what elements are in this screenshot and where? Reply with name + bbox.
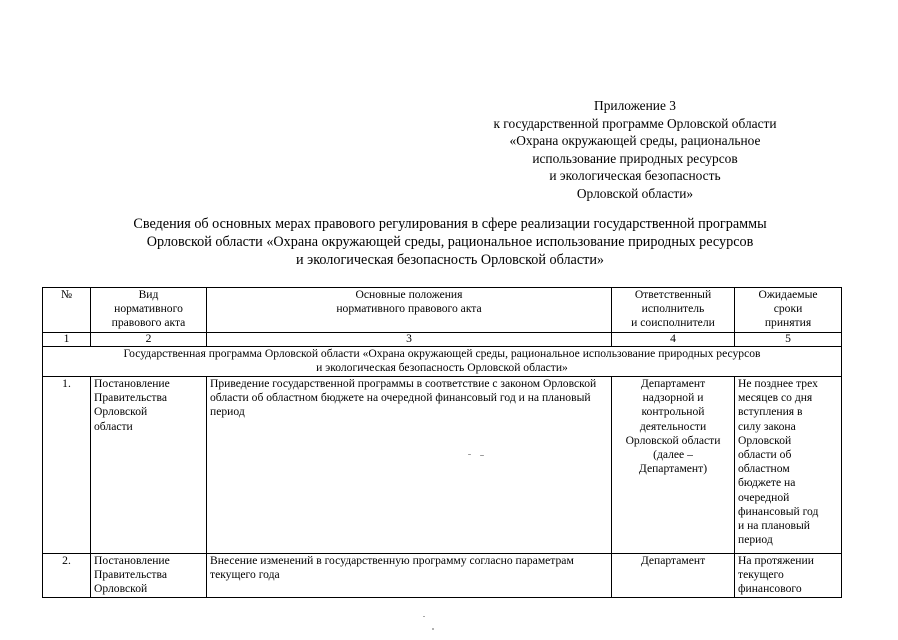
appendix-line: использование природных ресурсов	[532, 150, 738, 166]
scan-speck	[432, 628, 434, 630]
appendix-title: Приложение 3	[594, 98, 676, 113]
appendix-line: «Охрана окружающей среды, рациональное	[509, 133, 761, 149]
section-title: Государственная программа Орловской области «Охрана окружающей среды, рациональное использование природных ресурсов и экологическая безопасность Орловской области»	[43, 347, 842, 377]
appendix-line: и экологическая безопасность	[549, 168, 721, 184]
row-number: 2.	[43, 554, 91, 598]
heading-line: Орловской области «Охрана окружающей среды, рациональное использование природных ресурсов	[146, 233, 754, 250]
heading-line: Сведения об основных мерах правового регулирования в сфере реализации государственной программы	[133, 216, 767, 232]
row-terms: На протяжении текущего финансового	[735, 554, 842, 598]
scan-speck	[480, 455, 484, 456]
column-number: 4	[612, 333, 735, 347]
header-executor: Ответственный исполнитель и соисполнители	[612, 288, 735, 333]
header-terms: Ожидаемые сроки принятия	[735, 288, 842, 333]
appendix-line: Орловской области»	[576, 185, 694, 201]
scan-speck	[468, 454, 471, 455]
header-provisions: Основные положения нормативного правового акта	[207, 288, 612, 333]
appendix-block	[470, 97, 800, 203]
row-act-type: Постановление Правительства Орловской области	[91, 377, 207, 554]
table-row	[43, 554, 842, 598]
row-provisions: Приведение государственной программы в соответствие с законом Орловской области об областном бюджете на очередной финансовый год и на плановый период	[207, 377, 612, 554]
column-number-row	[43, 333, 842, 347]
row-terms: Не позднее трех месяцев со дня вступления в силу закона Орловской области об областном бюджете на очередной финансовый год и на плановый период	[735, 377, 842, 554]
table-header-row	[43, 288, 842, 333]
column-number: 1	[43, 333, 91, 347]
header-no: №	[43, 288, 91, 333]
row-provisions: Внесение изменений в государственную программу согласно параметрам текущего года	[207, 554, 612, 598]
row-number: 1.	[43, 377, 91, 554]
row-executor: Департамент надзорной и контрольной деятельности Орловской области (далее – Департамент)	[612, 377, 735, 554]
heading-line: и экологическая безопасность Орловской области»	[295, 251, 605, 268]
row-act-type: Постановление Правительства Орловской	[91, 554, 207, 598]
column-number: 5	[735, 333, 842, 347]
section-row	[43, 347, 842, 377]
legal-measures-table	[42, 287, 842, 598]
scan-speck	[423, 616, 425, 617]
header-act-type: Вид нормативного правового акта	[91, 288, 207, 333]
appendix-line: к государственной программе Орловской области	[493, 115, 777, 131]
table-row	[43, 377, 842, 554]
document-heading	[30, 216, 870, 269]
column-number: 2	[91, 333, 207, 347]
column-number: 3	[207, 333, 612, 347]
row-executor: Департамент	[612, 554, 735, 598]
